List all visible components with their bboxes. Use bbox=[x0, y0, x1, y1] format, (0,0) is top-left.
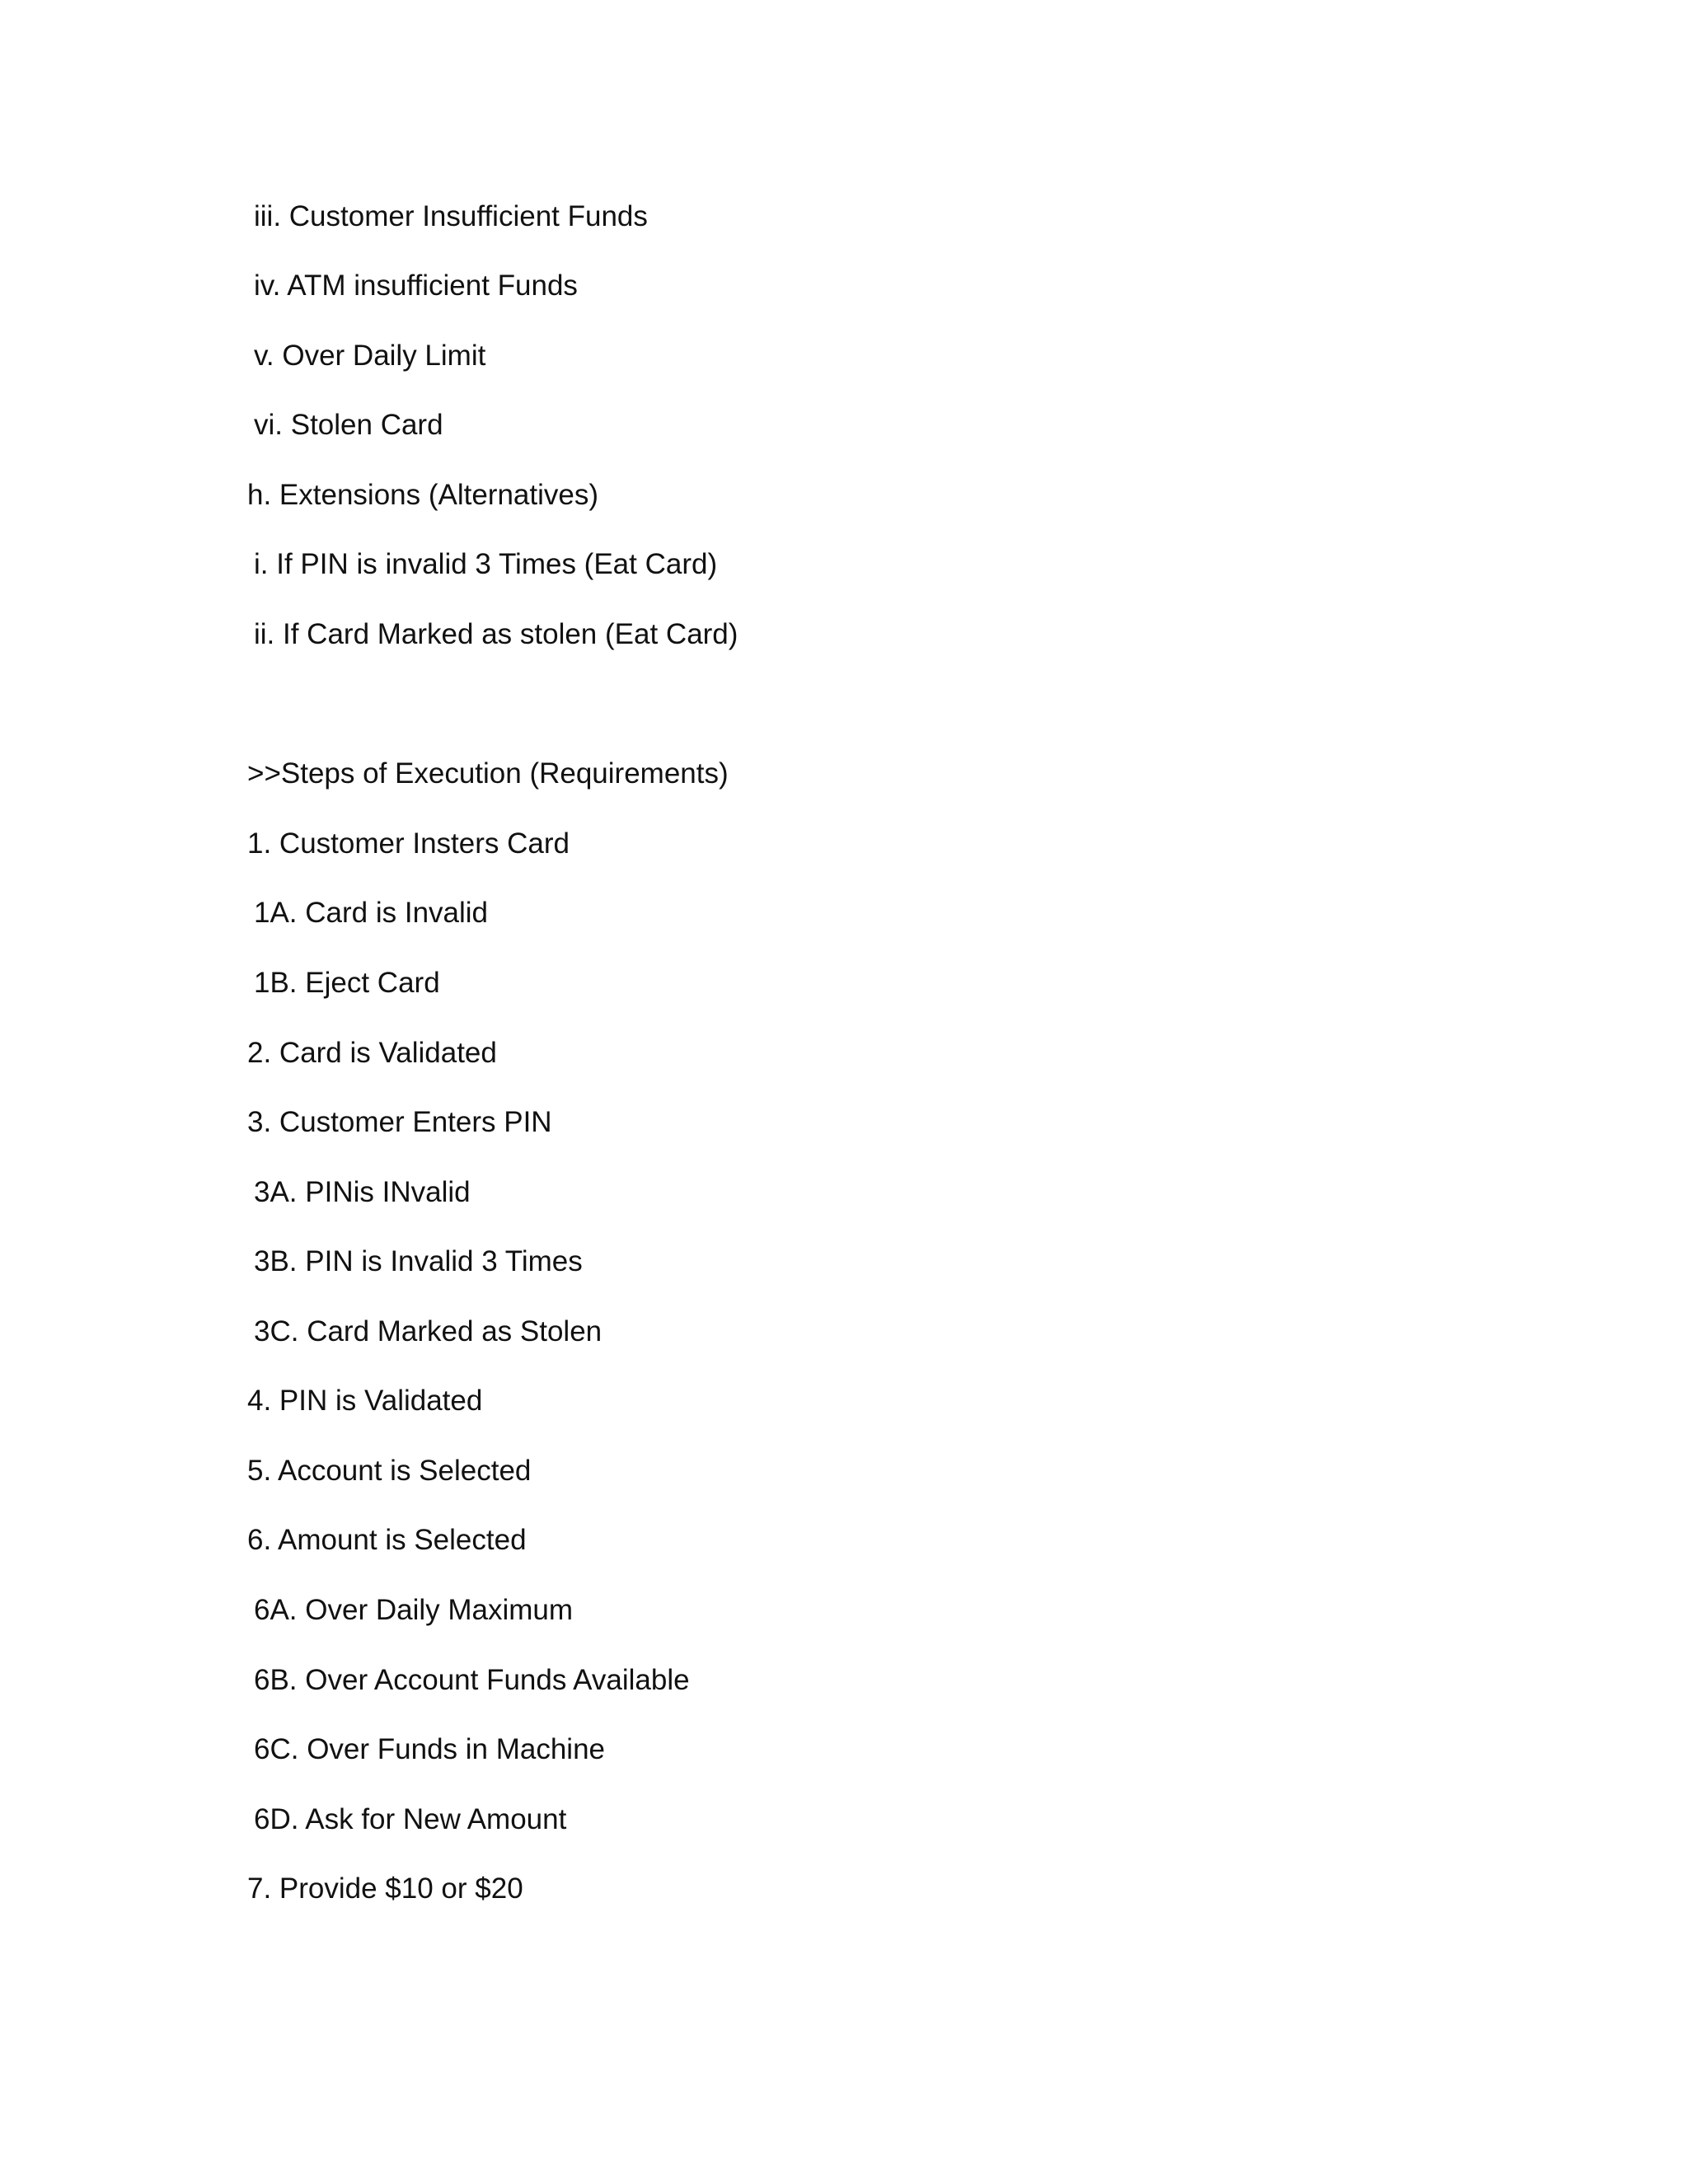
step-subitem: 6A. Over Daily Maximum bbox=[254, 1594, 574, 1626]
steps-heading: >>Steps of Execution (Requirements) bbox=[247, 757, 729, 790]
extension-item: i. If PIN is invalid 3 Times (Eat Card) bbox=[254, 548, 718, 580]
step-item: 5. Account is Selected bbox=[247, 1455, 532, 1487]
step-subitem: 6C. Over Funds in Machine bbox=[254, 1733, 606, 1765]
step-item: 7. Provide $10 or $20 bbox=[247, 1872, 523, 1905]
extension-item: ii. If Card Marked as stolen (Eat Card) bbox=[254, 618, 738, 650]
step-item: 4. PIN is Validated bbox=[247, 1385, 483, 1417]
exception-item: vi. Stolen Card bbox=[254, 409, 443, 441]
step-subitem: 6D. Ask for New Amount bbox=[254, 1803, 567, 1835]
step-subitem: 3A. PINis INvalid bbox=[254, 1176, 471, 1208]
step-item: 2. Card is Validated bbox=[247, 1037, 497, 1069]
exception-item: iii. Customer Insufficient Funds bbox=[254, 200, 648, 232]
step-item: 1. Customer Insters Card bbox=[247, 827, 570, 860]
extensions-heading: h. Extensions (Alternatives) bbox=[247, 479, 599, 511]
step-subitem: 6B. Over Account Funds Available bbox=[254, 1664, 690, 1696]
step-subitem: 3B. PIN is Invalid 3 Times bbox=[254, 1245, 583, 1277]
step-item: 6. Amount is Selected bbox=[247, 1524, 527, 1556]
exception-item: iv. ATM insufficient Funds bbox=[254, 269, 578, 302]
step-subitem: 1A. Card is Invalid bbox=[254, 897, 489, 929]
step-subitem: 3C. Card Marked as Stolen bbox=[254, 1315, 603, 1347]
exception-item: v. Over Daily Limit bbox=[254, 340, 486, 372]
step-item: 3. Customer Enters PIN bbox=[247, 1106, 552, 1138]
step-subitem: 1B. Eject Card bbox=[254, 967, 440, 999]
